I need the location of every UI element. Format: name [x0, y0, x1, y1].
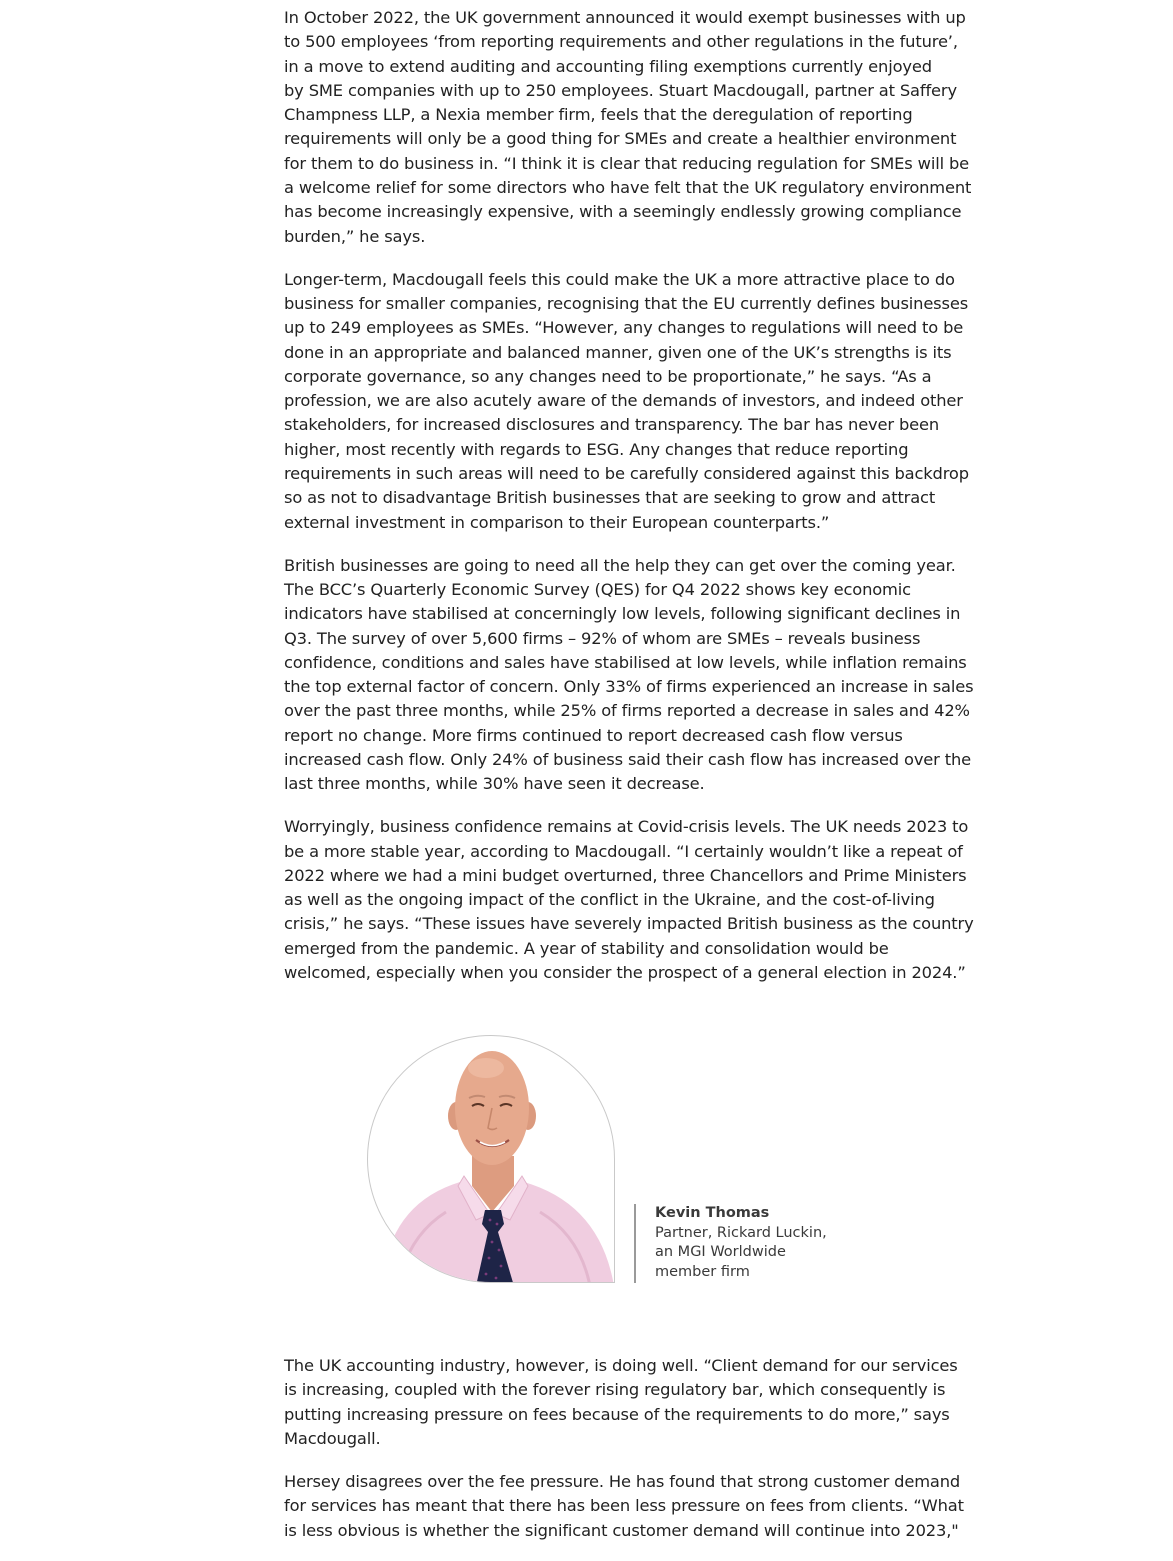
- text-line: as well as the ongoing impact of the conflict in the Ukraine, and the cost-of-living: [284, 890, 935, 910]
- text-line: a welcome relief for some directors who have felt that the UK regulatory environment: [284, 178, 972, 198]
- text-line: for them to do business in. “I think it is clear that reducing regulation for SMEs will be: [284, 153, 970, 173]
- article-body: [284, 6, 974, 1561]
- text-line: higher, most recently with regards to ESG. Any changes that reduce reporting: [284, 439, 909, 459]
- text-line: Q3. The survey of over 5,600 firms – 92% of whom are SMEs – reveals business: [284, 628, 921, 648]
- text-line: The UK accounting industry, however, is doing well. “Client demand for our services: [284, 1356, 958, 1376]
- caption-divider: [634, 1204, 636, 1283]
- text-line: for services has meant that there has been less pressure on fees from clients. “What: [284, 1496, 964, 1516]
- profile-role-line: member firm: [655, 1263, 750, 1280]
- text-line: requirements in such areas will need to be carefully considered against this backdrop: [284, 464, 969, 484]
- article-paragraph-6: [284, 1470, 964, 1543]
- text-line: the top external factor of concern. Only 33% of firms experienced an increase in sales: [284, 677, 974, 697]
- article-paragraph-1: [284, 6, 972, 249]
- text-line: burden,” he says.: [284, 226, 426, 246]
- profile-name: Kevin Thomas: [655, 1205, 770, 1222]
- text-line: putting increasing pressure on fees because of the requirements to do more,” says: [284, 1404, 950, 1424]
- text-line: crisis,” he says. “These issues have severely impacted British business as the country: [284, 914, 974, 934]
- text-line: is increasing, coupled with the forever rising regulatory bar, which consequently is: [284, 1380, 946, 1400]
- text-line: increased cash flow. Only 24% of business said their cash flow has increased over the: [284, 749, 972, 769]
- article-paragraph-5: [284, 1354, 958, 1451]
- text-line: emerged from the pandemic. A year of stability and consolidation would be: [284, 938, 889, 958]
- text-line: to 500 employees ‘from reporting requirements and other regulations in the future’,: [284, 32, 958, 52]
- text-line: In October 2022, the UK government announced it would exempt businesses with up: [284, 8, 966, 27]
- text-line: British businesses are going to need all the help they can get over the coming year.: [284, 555, 956, 575]
- text-line: Longer-term, Macdougall feels this could make the UK a more attractive place to do: [284, 269, 955, 289]
- text-line: Hersey disagrees over the fee pressure. He has found that strong customer demand: [284, 1471, 961, 1491]
- profile-caption: [655, 1204, 827, 1282]
- text-line: corporate governance, so any changes need to be proportionate,” he says. “As a: [284, 366, 932, 386]
- article-paragraph-3: [284, 554, 974, 797]
- text-line: 2022 where we had a mini budget overturned, three Chancellors and Prime Ministers: [284, 865, 967, 885]
- text-line: requirements will only be a good thing for SMEs and create a healthier environment: [284, 129, 957, 149]
- text-line: welcomed, especially when you consider the prospect of a general election in 2024.”: [284, 963, 966, 983]
- text-line: The BCC’s Quarterly Economic Survey (QES) for Q4 2022 shows key economic: [284, 579, 911, 599]
- text-line: has become increasingly expensive, with a seemingly endlessly growing compliance: [284, 202, 962, 222]
- profile-block: [284, 1004, 934, 1354]
- profile-role-line: Partner, Rickard Luckin,: [655, 1224, 827, 1241]
- text-line: done in an appropriate and balanced manner, given one of the UK’s strengths is its: [284, 342, 952, 362]
- text-line: business for smaller companies, recognising that the EU currently defines businesses: [284, 293, 969, 313]
- text-line: over the past three months, while 25% of firms reported a decrease in sales and 42%: [284, 701, 970, 721]
- text-line: Macdougall.: [284, 1428, 381, 1448]
- article-paragraph-2: [284, 268, 969, 535]
- article-paragraph-4: [284, 815, 974, 985]
- text-line: confidence, conditions and sales have stabilised at low levels, while inflation remains: [284, 652, 967, 672]
- text-line: Worryingly, business confidence remains at Covid-crisis levels. The UK needs 2023 to: [284, 817, 969, 837]
- text-line: stakeholders, for increased disclosures and transparency. The bar has never been: [284, 415, 940, 435]
- text-line: be a more stable year, according to Macdougall. “I certainly wouldn’t like a repeat of: [284, 841, 963, 861]
- text-line: by SME companies with up to 250 employees. Stuart Macdougall, partner at Saffery: [284, 80, 957, 100]
- profile-photo: [367, 1035, 615, 1283]
- text-line: is less obvious is whether the significant customer demand will continue into 2023,": [284, 1520, 959, 1540]
- text-line: in a move to extend auditing and accounting filing exemptions currently enjoyed: [284, 56, 932, 76]
- text-line: external investment in comparison to their European counterparts.”: [284, 512, 830, 532]
- text-line: profession, we are also acutely aware of the demands of investors, and indeed other: [284, 391, 963, 411]
- profile-role-line: an MGI Worldwide: [655, 1244, 786, 1261]
- portrait-illustration: [368, 1036, 615, 1283]
- text-line: up to 249 employees as SMEs. “However, any changes to regulations will need to be: [284, 318, 964, 338]
- text-line: indicators have stabilised at concerningly low levels, following significant declines in: [284, 604, 961, 624]
- text-line: Champness LLP, a Nexia member firm, feels that the deregulation of reporting: [284, 105, 913, 125]
- text-line: so as not to disadvantage British businesses that are seeking to grow and attract: [284, 488, 936, 508]
- text-line: report no change. More firms continued to report decreased cash flow versus: [284, 725, 903, 745]
- text-line: last three months, while 30% have seen it decrease.: [284, 774, 705, 794]
